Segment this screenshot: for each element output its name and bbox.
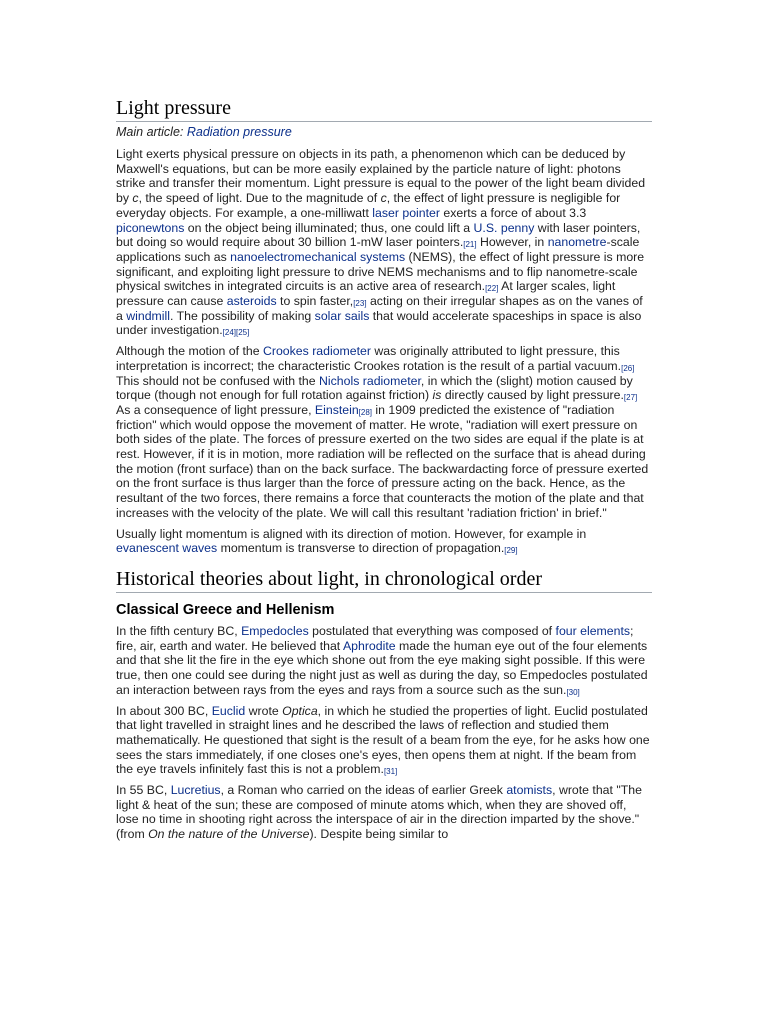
- text-run: , in which the (slight) motion caused by torque (though not enough for full rotation against friction): [116, 373, 633, 403]
- link-nems[interactable]: nanoelectromechanical systems: [230, 249, 406, 264]
- italic-optica: Optica: [282, 703, 318, 718]
- text-run: , a Roman who carried on the ideas of earlier Greek: [220, 783, 507, 798]
- link-solar-sails[interactable]: solar sails: [314, 308, 370, 323]
- link-lucretius[interactable]: Lucretius: [170, 783, 221, 798]
- text-run: However, in: [476, 235, 548, 250]
- main-article-hatnote: [116, 125, 652, 140]
- paragraph-light-pressure-3: [116, 527, 652, 556]
- citation-22[interactable]: [22]: [485, 284, 499, 294]
- text-run: , wrote that "The light & heat of the sun; these are composed of minute atoms which, when they are shoved off, lose no time in shooting right across the interspace of air in the direction imparted by the shove." (from: [116, 783, 642, 842]
- citation-23[interactable]: [23]: [353, 299, 367, 309]
- citation-27[interactable]: [27]: [623, 393, 638, 403]
- text-run: , the effect of light pressure is negligible for everyday objects. For example, a one-milliwatt: [116, 191, 621, 220]
- text-run: ). Despite being similar to: [309, 827, 449, 842]
- text-run: to spin faster,: [276, 294, 354, 309]
- citation-28[interactable]: [28]: [358, 407, 373, 417]
- link-euclid[interactable]: Euclid: [211, 703, 246, 718]
- italic-c: c: [132, 191, 139, 206]
- section-heading-light-pressure: Light pressure: [116, 96, 652, 122]
- italic-nature-of-universe: On the nature of the Universe: [148, 827, 310, 842]
- text-run: exerts a force of about 3.3: [439, 205, 587, 220]
- text-run: This should not be confused with the: [116, 373, 320, 388]
- text-run: Although the motion of the: [116, 344, 263, 359]
- link-atomists[interactable]: atomists: [506, 783, 553, 798]
- citation-31[interactable]: [31]: [383, 767, 398, 777]
- subheading-classical-greece: Classical Greece and Hellenism: [116, 601, 335, 618]
- text-run: that would accelerate spaceships in space is also under investigation.: [116, 308, 642, 338]
- citation-25[interactable]: [25]: [236, 328, 250, 338]
- text-run: , in which he studied the properties of light. Euclid postulated that light travelled in straight lines and he described the laws of reflection and studied them mathematically. He questioned that sight is the result of a beam from the eye, for he asks how one sees the stars immediately, if one closes one's eyes, then opens them at night. If the beam from the eye travels infinitely fast this is not a problem.: [116, 703, 650, 777]
- text-run: -scale applications such as: [116, 235, 640, 264]
- link-crookes-radiometer[interactable]: Crookes radiometer: [262, 344, 371, 359]
- italic-is: is: [432, 388, 442, 403]
- text-run: In about 300 BC,: [116, 703, 212, 718]
- text-run: . The possibility of making: [170, 308, 315, 323]
- link-evanescent-waves[interactable]: evanescent waves: [116, 541, 218, 556]
- text-run: in 1909 predicted the existence of "radiation friction" which would oppose the movement of matter. He wrote, "radiation will exert pressure on both sides of the plate. The forces of pressure exerted on the two sides are equal if the plate is at rest. However, if it is in motion, more radiation will be reflected on the surface that is ahead during the motion (front surface) than on the back surface. The backwardacting force of pressure exerted on the front surface is thus larger than the force of pressure acting on the back. Hence, as the resultant of the two forces, there remains a force that counteracts the motion of the plate and that increases with the velocity of the plate. We will call this resultant 'radiation friction' in brief.": [116, 402, 649, 520]
- citation-21[interactable]: [21]: [463, 240, 477, 250]
- text-run: , the speed of light. Due to the magnitude of: [138, 191, 381, 206]
- link-aphrodite[interactable]: Aphrodite: [342, 638, 396, 653]
- italic-c: c: [380, 191, 387, 206]
- article-content: [116, 96, 652, 848]
- citation-29[interactable]: [29]: [504, 546, 518, 556]
- paragraph-empedocles: [116, 624, 652, 698]
- text-run: on the object being illuminated; thus, one could lift a: [184, 220, 474, 235]
- link-four-elements[interactable]: four elements: [555, 623, 631, 638]
- link-laser-pointer[interactable]: laser pointer: [372, 205, 440, 220]
- text-run: At larger scales, light pressure can cause: [116, 279, 616, 309]
- text-run: was originally attributed to light pressure, this interpretation is incorrect; the characteristic Crookes rotation is the result of a partial vacuum.: [116, 344, 622, 373]
- text-run: In the fifth century BC,: [116, 623, 242, 638]
- paragraph-lucretius: [116, 783, 652, 842]
- text-run: momentum is transverse to direction of propagation.: [217, 541, 505, 556]
- text-run: As a consequence of light pressure,: [116, 402, 315, 417]
- link-nanometre[interactable]: nanometre: [547, 235, 607, 250]
- hatnote-prefix: Main article:: [116, 125, 187, 139]
- link-windmill[interactable]: windmill: [126, 308, 170, 323]
- link-einstein[interactable]: Einstein: [314, 402, 359, 417]
- link-asteroids[interactable]: asteroids: [226, 294, 277, 309]
- link-radiation-pressure[interactable]: Radiation pressure: [186, 125, 292, 139]
- text-run: Light exerts physical pressure on objects in its path, a phenomenon which can be deduced by Maxwell's equations, but can be more easily explained by the particle nature of light: photons strike and transfer their momentum. Light pressure is equal to the power of the light beam divided by: [116, 147, 646, 206]
- paragraph-light-pressure-1: [116, 147, 652, 338]
- text-run: made the human eye out of the four elements and that she lit the fire in the eye which shone out from the eye making sight possible. If this were true, then one could see during the night just as well as during the day, so Empedocles postulated an interaction between rays from the eyes and rays from a source such as the sun.: [116, 638, 648, 697]
- section-heading-historical-theories: Historical theories about light, in chronological order: [116, 567, 652, 593]
- paragraph-euclid: [116, 704, 652, 778]
- text-run: acting on their irregular shapes as on the vanes of a: [116, 294, 643, 323]
- text-run: directly caused by light pressure.: [441, 388, 624, 403]
- citation-26[interactable]: [26]: [621, 363, 635, 373]
- text-run: In 55 BC,: [116, 783, 171, 798]
- text-run: wrote: [245, 703, 283, 718]
- paragraph-light-pressure-2: [116, 344, 652, 520]
- text-run: ; fire, air, earth and water. He believed that: [116, 623, 634, 653]
- link-nichols-radiometer[interactable]: Nichols radiometer: [319, 373, 421, 388]
- text-run: postulated that everything was composed of: [308, 623, 556, 638]
- text-run: (NEMS), the effect of light pressure is more significant, and exploiting light pressure to drive NEMS mechanisms and to flip nanometre-scale physical switches in integrated circuits is an active area of research.: [116, 249, 645, 294]
- text-run: Usually light momentum is aligned with its direction of motion. However, for example in: [116, 526, 587, 541]
- link-piconewtons[interactable]: piconewtons: [116, 220, 185, 235]
- citation-30[interactable]: [30]: [566, 687, 580, 697]
- link-empedocles[interactable]: Empedocles: [241, 623, 309, 638]
- citation-24[interactable]: [24]: [222, 328, 236, 338]
- link-us-penny[interactable]: U.S. penny: [473, 220, 535, 235]
- text-run: with laser pointers, but doing so would require about 30 billion 1-mW laser pointers.: [116, 220, 641, 250]
